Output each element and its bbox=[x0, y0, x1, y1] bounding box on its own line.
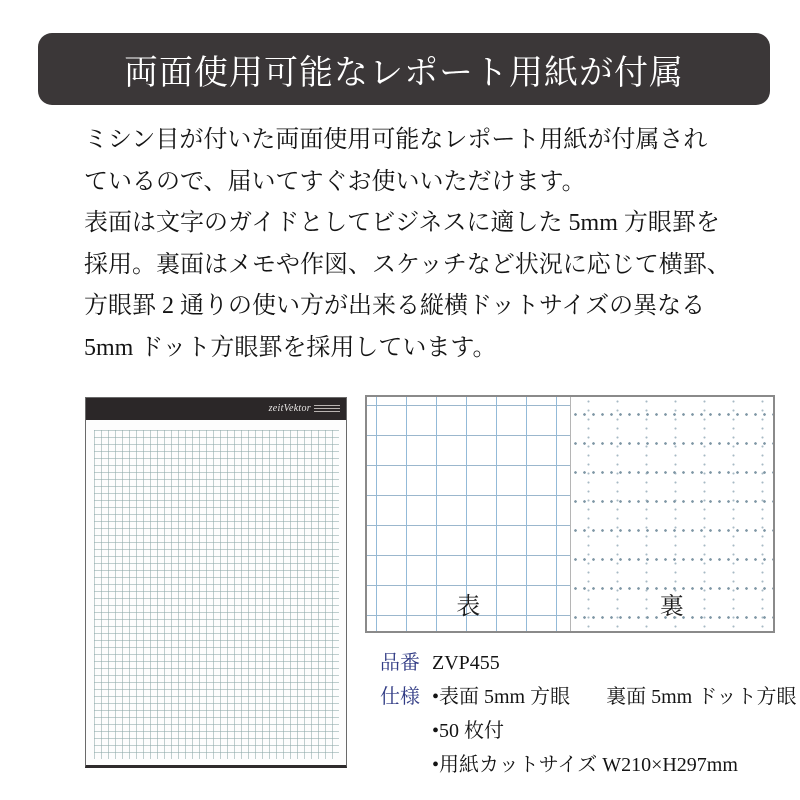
product-description bbox=[84, 120, 764, 369]
description-line: 方眼罫 2 通りの使い方が出来る縦横ドットサイズの異なる bbox=[84, 293, 706, 319]
description-line: ミシン目が付いた両面使用可能なレポート用紙が付属され bbox=[84, 127, 708, 153]
section-title: 両面使用可能なレポート用紙が付属 bbox=[124, 54, 684, 92]
back-sample-dot-paper bbox=[571, 397, 774, 631]
section-title-banner bbox=[38, 33, 770, 105]
spec-value: •用紙カットサイズ W210×H297mm bbox=[432, 754, 738, 776]
spec-row-paper-size bbox=[380, 748, 785, 782]
spec-row-specifications bbox=[380, 680, 797, 714]
paper-sample-box bbox=[365, 395, 775, 633]
notepad-photo bbox=[85, 397, 347, 768]
spec-label: 仕様 bbox=[380, 686, 420, 708]
brand-logo: zeitVektor bbox=[268, 403, 311, 414]
spec-value: ZVP455 bbox=[432, 652, 500, 674]
back-sample-label: 裏 bbox=[659, 594, 684, 620]
spec-label: 品番 bbox=[380, 652, 420, 674]
spec-row-product-number bbox=[380, 646, 785, 680]
spec-value: •表面 5mm 方眼 bbox=[432, 686, 571, 708]
notepad-grid-paper bbox=[94, 430, 339, 759]
description-line: ているので、届いてすぐお使いいただけます。 bbox=[84, 168, 586, 195]
spec-list bbox=[380, 646, 797, 782]
spec-value: •50 枚付 bbox=[432, 720, 505, 742]
description-line: 5mm ドット方眼罫を採用しています。 bbox=[84, 334, 497, 361]
brand-logo-subtext bbox=[314, 405, 340, 414]
description-line: 採用。裏面はメモや作図、スケッチなど状況に応じて横罫、 bbox=[84, 251, 731, 278]
front-sample-label: 表 bbox=[456, 594, 481, 620]
spec-row-sheet-count bbox=[380, 714, 785, 748]
spec-value: 裏面 5mm ドット方眼 bbox=[606, 686, 797, 708]
notepad-header bbox=[86, 398, 346, 420]
front-sample-grid-paper bbox=[367, 397, 571, 631]
description-line: 表面は文字のガイドとしてビジネスに適した 5mm 方眼罫を bbox=[84, 210, 720, 236]
